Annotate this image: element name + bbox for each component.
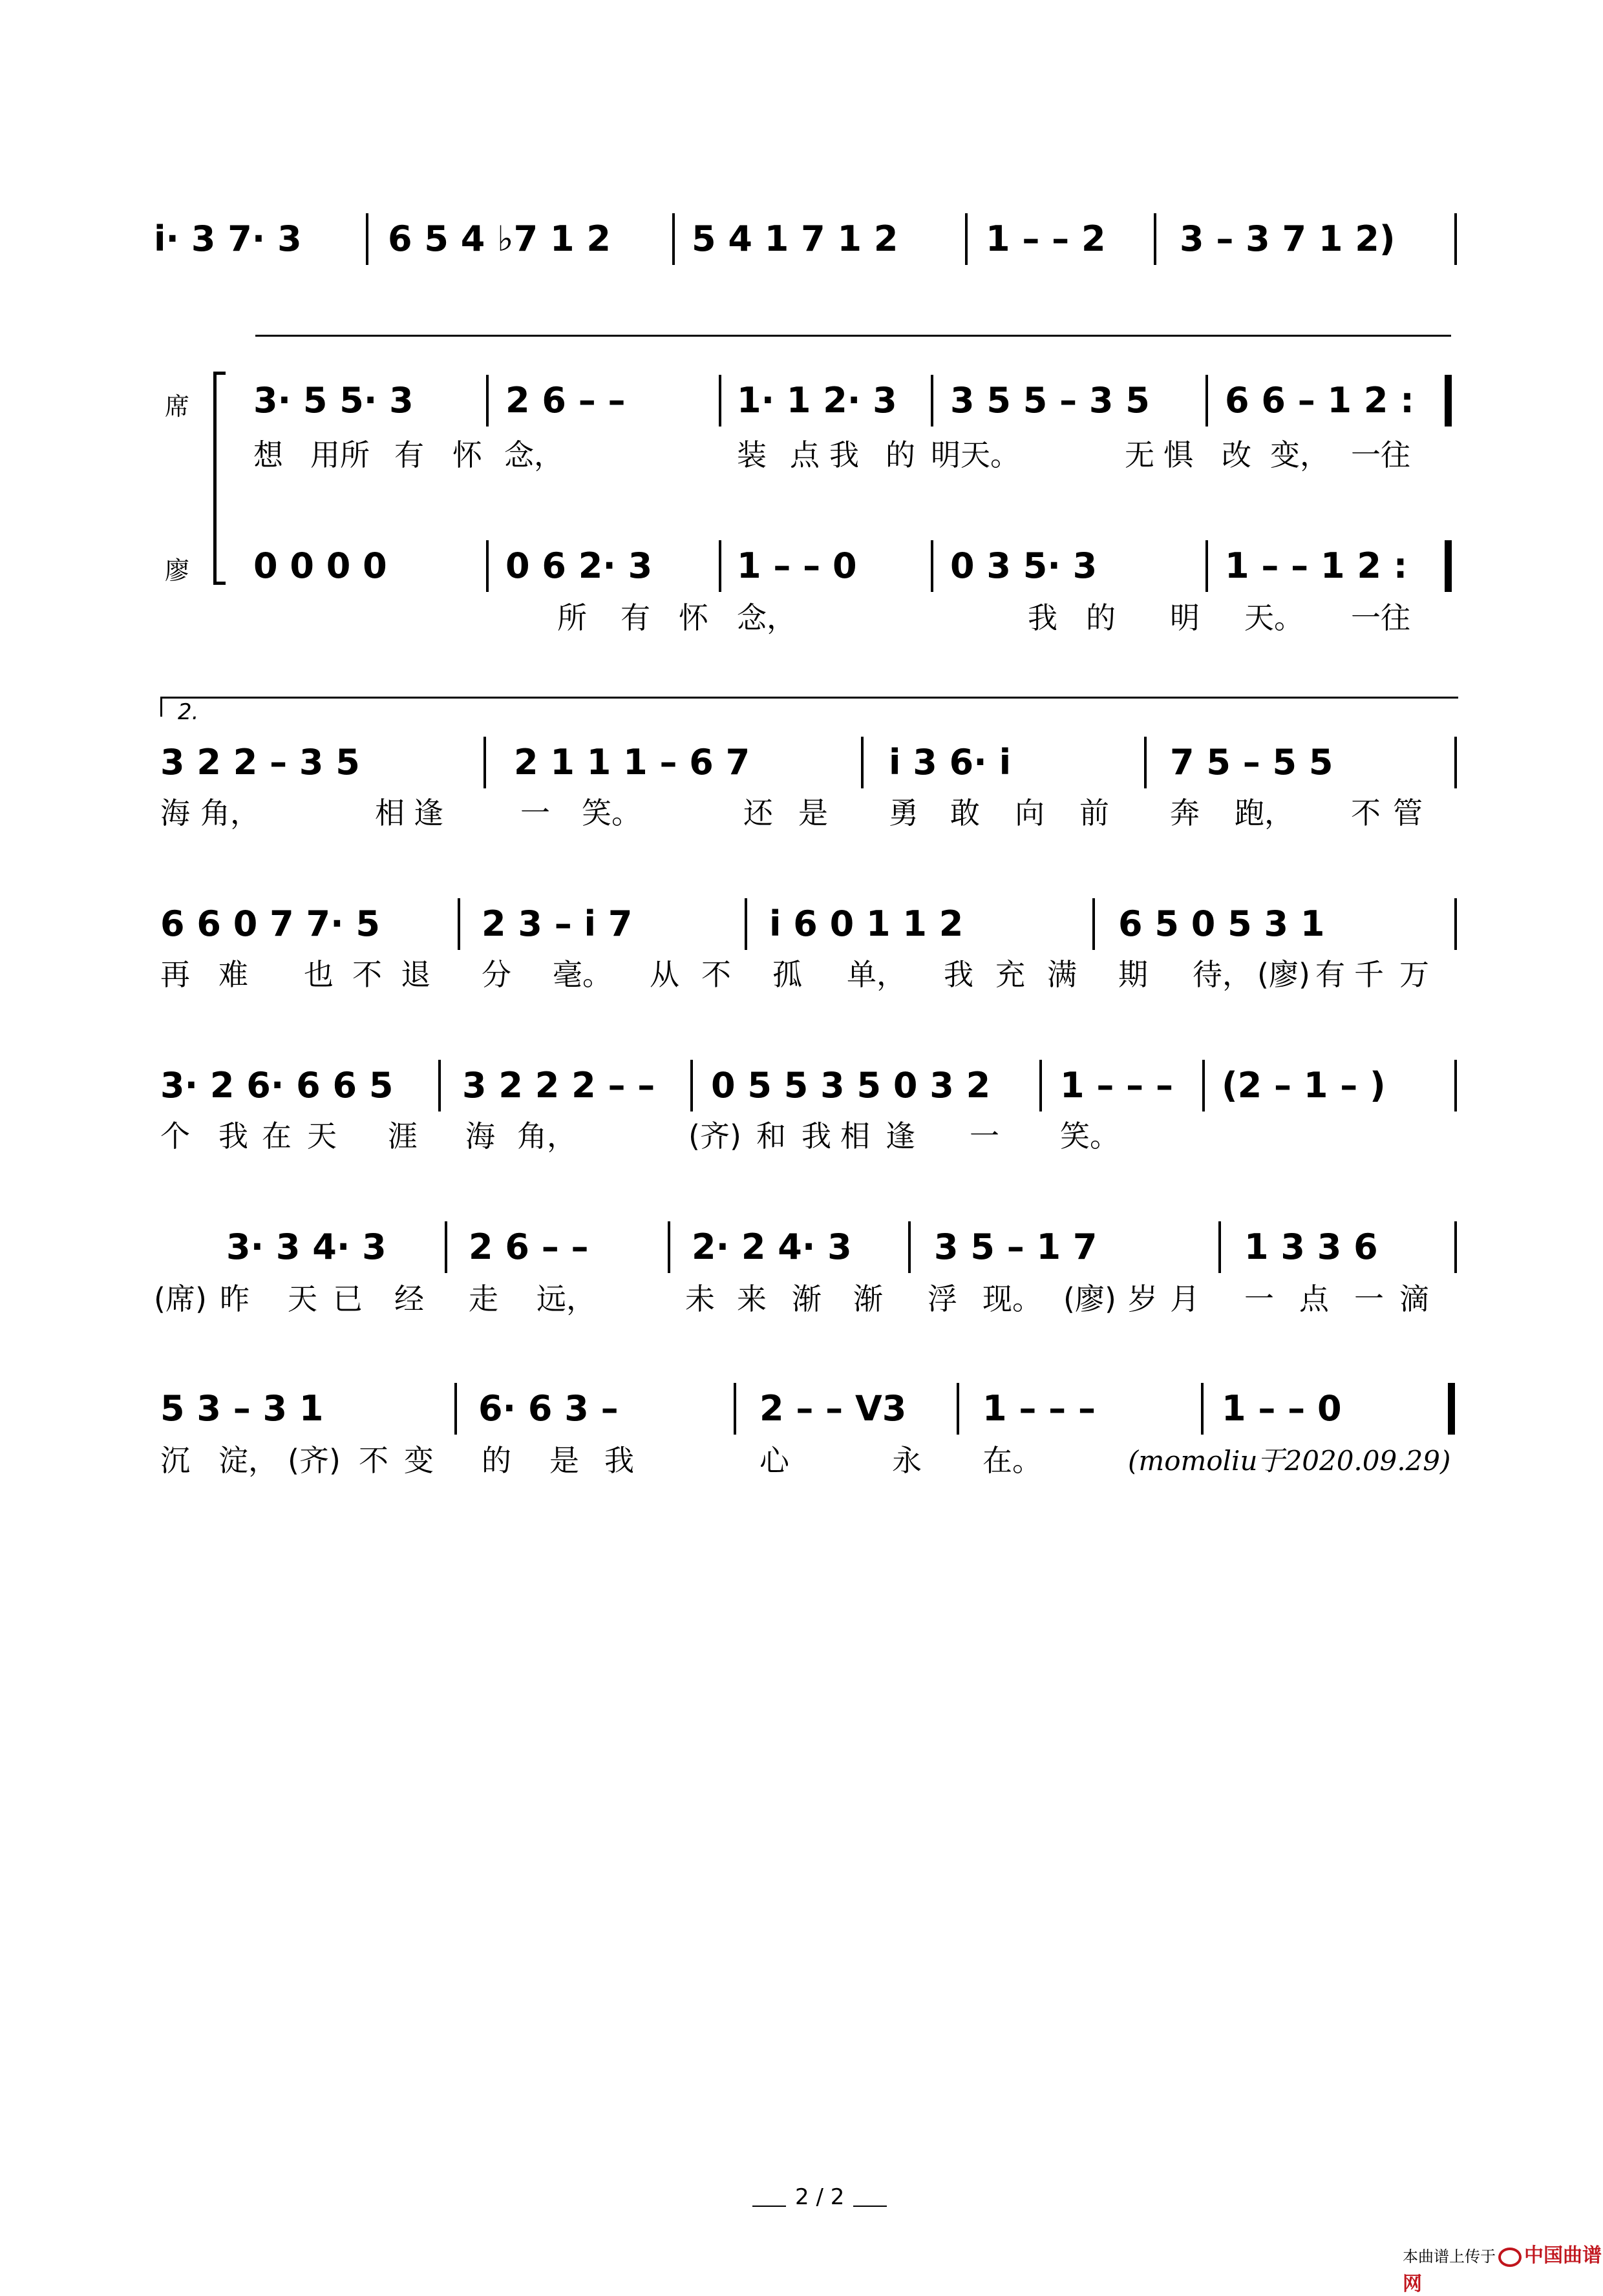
measure: 3· 3 4· 3 bbox=[226, 1227, 387, 1267]
measure: 3 – 3 7 1 2) bbox=[1180, 218, 1396, 259]
measure: 2 6 – – bbox=[469, 1227, 589, 1267]
measure: 2 3 – i 7 bbox=[482, 903, 633, 944]
measure: (2 – 1 – ) bbox=[1222, 1065, 1386, 1106]
measure: 0 5 5 3 5 0 3 2 bbox=[711, 1065, 991, 1106]
measure: 3· 2 6· 6 6 5 bbox=[160, 1065, 394, 1106]
measure: 2 1 1 1 – 6 7 bbox=[514, 742, 750, 783]
measure: 0 3 5· 3 bbox=[950, 545, 1098, 586]
system-bracket bbox=[213, 372, 226, 585]
footer-brand: 中国曲谱网 bbox=[1403, 2244, 1602, 2295]
measure: i 3 6· i bbox=[889, 742, 1012, 783]
footer-text: 本曲谱上传于 bbox=[1403, 2248, 1496, 2266]
measure: 2 – – ᐯ3 bbox=[759, 1388, 907, 1429]
measure: 0 0 0 0 bbox=[253, 545, 387, 586]
page-number: 2 / 2 bbox=[743, 2184, 896, 2210]
measure: 1 – – 1 2 : bbox=[1225, 545, 1408, 586]
volta-number: 2. bbox=[178, 699, 199, 725]
measure: 6 6 0 7 7· 5 bbox=[160, 903, 380, 944]
measure: 3 2 2 – 3 5 bbox=[160, 742, 360, 783]
measure: 1 3 3 6 bbox=[1244, 1227, 1378, 1267]
measure: i· 3 7· 3 bbox=[154, 218, 302, 259]
score-page: i· 3 7· 3 6 5 4 ♭7 1 2 5 4 1 7 1 2 1 – – 2 3 – 3 7 1 2) 席 廖 3· 5 5· 3 2 6 – – 1· 1 2· 3 3 5 5 – 3 5 6 6 – 1 2 : 想 用所 有 怀 念， 装 点 我 的 明天。 无 惧 改 变， 一往 0 0 0 0 0 6 2· 3 1 – – 0 0 3 5· 3 1 – – 1 2 : 所 有 怀 念， 我 的 明 天。 一往 2. 3 2 2 – 3 5 2 1 1 1 – 6 7 i 3 6· i 7 5 – 5 5 海 角， 相 逢 一 笑。 还 是 勇 敢 向 前 奔 跑， 不 管 6 6 0 7 7· 5 2 3 – i 7 i 6 0 1 1 2 6 5 0 5 3 1 再 难 也 不 退 分 毫。 从 不 孤 单， 我 充 满 期 待， (廖) 有 千 万 3· 2 6· 6 6 5 3 2 2 2 – – 0 5 5 3 5 0 3 2 1 – – – (2 – 1 – ) 个 我 在 天 涯 海 角， (齐) 和 我 相 逢 一 笑。 3· 3 4· 3 2 6 – – 2· 2 4· 3 3 5 – 1 7 1 3 3 6 (席) 昨 天 已 经 走 远， 未 来 渐 渐 浮 现。 (廖) 岁 月 一 点 一 滴 5 3 – 3 1 6· 6 3 – 2 – – ᐯ3 1 – – – 1 – – 0 沉 淀， (齐) 不 变 的 是 我 心 永 在。 (momoliu于2020.09.29) 2 / 2 本曲谱上传于 中国曲谱网 bbox=[0, 0, 1603, 2267]
measure: 1 – – 2 bbox=[986, 218, 1106, 259]
measure: 6 5 0 5 3 1 bbox=[1118, 903, 1325, 944]
measure: 2 6 – – bbox=[505, 380, 626, 421]
repeat-line bbox=[255, 335, 1451, 337]
site-logo-icon bbox=[1498, 2248, 1522, 2267]
measure: 3 2 2 2 – – bbox=[462, 1065, 655, 1106]
measure: 6 6 – 1 2 : bbox=[1225, 380, 1414, 421]
measure: 5 4 1 7 1 2 bbox=[692, 218, 898, 259]
measure: i 6 0 1 1 2 bbox=[769, 903, 964, 944]
measure: 6 5 4 ♭7 1 2 bbox=[388, 218, 611, 259]
measure: 1 – – – bbox=[982, 1388, 1096, 1429]
composer-signature: (momoliu于2020.09.29) bbox=[1128, 1445, 1451, 1477]
site-footer bbox=[1403, 2239, 1603, 2296]
measure: 1 – – 0 bbox=[737, 545, 857, 586]
measure: 3 5 – 1 7 bbox=[934, 1227, 1098, 1267]
measure: 1 – – – bbox=[1060, 1065, 1173, 1106]
measure: 7 5 – 5 5 bbox=[1170, 742, 1333, 783]
measure: 2· 2 4· 3 bbox=[692, 1227, 852, 1267]
voice-label-liao: 廖 bbox=[165, 556, 190, 585]
measure: 1 – – 0 bbox=[1222, 1388, 1342, 1429]
measure: 5 3 – 3 1 bbox=[160, 1388, 324, 1429]
measure: 0 6 2· 3 bbox=[505, 545, 653, 586]
voice-label-xi: 席 bbox=[165, 392, 190, 421]
measure: 6· 6 3 – bbox=[478, 1388, 619, 1429]
measure: 3· 5 5· 3 bbox=[253, 380, 414, 421]
measure: 1· 1 2· 3 bbox=[737, 380, 897, 421]
measure: 3 5 5 – 3 5 bbox=[950, 380, 1150, 421]
volta-bracket bbox=[160, 697, 1458, 717]
